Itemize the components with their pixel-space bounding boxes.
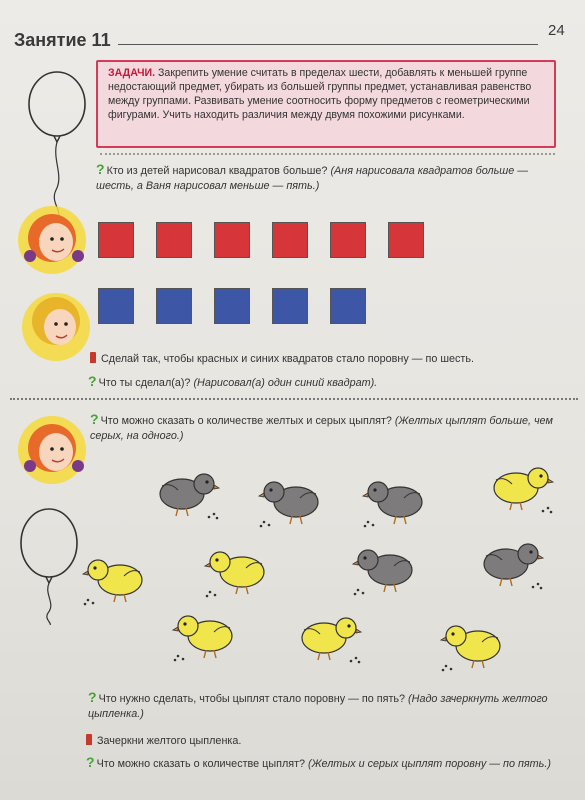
task-1: Сделай так, чтобы красных и синих квадратов стало поровну — по шесть. (90, 352, 560, 367)
dotted-separator (100, 153, 555, 155)
pencil-icon (90, 352, 96, 363)
pencil-icon (86, 734, 92, 745)
question-mark-icon: ? (88, 689, 97, 705)
page-number: 24 (548, 22, 565, 39)
gray-chick (362, 470, 432, 530)
blue-square (98, 288, 134, 324)
blue-square (330, 288, 366, 324)
girl-face-icon (14, 200, 94, 280)
yellow-chick (82, 548, 152, 608)
gray-chick (352, 538, 422, 598)
answer-3: (Желтых цыплят больше, чем серых, на одного.) (90, 415, 553, 442)
yellow-chick (440, 614, 510, 674)
yellow-chick (204, 540, 274, 600)
question-mark-icon: ? (96, 161, 105, 177)
boy-face-icon (16, 285, 96, 365)
task-2: Зачеркни желтого цыпленка. (86, 734, 556, 749)
red-square (98, 222, 134, 258)
lesson-title: Занятие 11 (14, 30, 111, 50)
balloon-outline-icon (22, 70, 92, 220)
question-mark-icon: ? (86, 754, 95, 770)
red-square (272, 222, 308, 258)
tasks-box (96, 60, 556, 148)
answer-1: (Аня нарисовала квадратов больше — шесть, а Ваня нарисовал меньше — пять.) (96, 165, 529, 192)
question-mark-icon: ? (88, 373, 97, 389)
question-1: ? Кто из детей нарисовал квадратов больше? (Аня нарисовала квадратов больше — шесть, а Ваня нарисовал меньше — пять.) (96, 161, 529, 192)
balloon-outline-icon (14, 505, 84, 625)
gray-chick (258, 470, 328, 530)
blue-square (156, 288, 192, 324)
blue-square (272, 288, 308, 324)
question-5: ? Что можно сказать о количестве цыплят? (Желтых и серых цыплят поровну — по пять.) (86, 754, 551, 770)
red-square (330, 222, 366, 258)
question-4: ? Что нужно сделать, чтобы цыплят стало поровну — по пять? (Надо зачеркнуть желтого цыпленка.) (88, 689, 548, 720)
yellow-chick (484, 456, 554, 516)
header-rule (118, 44, 538, 45)
red-square (388, 222, 424, 258)
yellow-chick (172, 604, 242, 664)
question-3: ? Что можно сказать о количестве желтых и серых цыплят? (Желтых цыплят больше, чем серых, на одного.) (90, 411, 553, 442)
red-square (156, 222, 192, 258)
question-2: ? Что ты сделал(а)? (Нарисовал(а) один синий квадрат). (88, 373, 378, 389)
tasks-text: Закрепить умение считать в пределах шести, добавлять к меньшей группе недостающий предмет, убирать из большей группы предмет, устанавливая равенство между группами. Развивать умение соотносить форму предметов с геометрическими фигурами. Учить находить различия между двумя похожими рисунками. (108, 67, 532, 121)
gray-chick (150, 462, 220, 522)
red-square (214, 222, 250, 258)
answer-2: (Нарисовал(а) один синий квадрат). (193, 377, 378, 389)
tasks-label: ЗАДАЧИ. (108, 67, 156, 79)
gray-chick (474, 532, 544, 592)
answer-4: (Надо зачеркнуть желтого цыпленка.) (88, 693, 548, 720)
girl-face-icon (14, 410, 94, 490)
answer-5: (Желтых и серых цыплят поровну — по пять.) (308, 758, 551, 770)
blue-square (214, 288, 250, 324)
question-mark-icon: ? (90, 411, 99, 427)
yellow-chick (292, 606, 362, 666)
section-divider (10, 398, 578, 400)
